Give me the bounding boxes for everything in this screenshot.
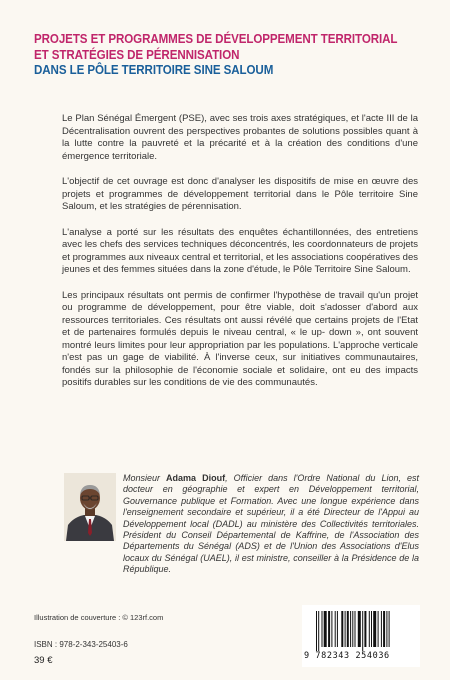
- book-title: [34, 32, 424, 79]
- barcode-bars: [316, 611, 408, 651]
- author-bio: [123, 473, 419, 576]
- isbn: ISBN : 978-2-343-25403-6: [34, 640, 128, 649]
- barcode: [302, 605, 420, 667]
- title-line-1: PROJETS ET PROGRAMMES DE DÉVELOPPEMENT TERRITORIAL: [34, 32, 398, 46]
- title-line-3: DANS LE PÔLE TERRITOIRE SINE SALOUM: [34, 63, 274, 77]
- author-name: Adama Diouf: [166, 473, 226, 483]
- cover-credit: Illustration de couverture : © 123rf.com: [34, 613, 164, 622]
- blurb-paragraph-4: Les principaux résultats ont permis de confirmer l'hypothèse de travail qu'un projet ou programme de développement, pour être viable, doit s'adosser d'abord aux ressources territoriales. Ces résultats ont aussi révélé que certains projets de l'Etat et de partenaires formulés depuis le niveau central, « le up- down », ont souvent montré leurs limites pour leur appropriation par les populations. L'approche verticale n'est pas un gage de viabilité. À l'inverse ceux, sur initiatives communautaires, fondés sur la philosophie de l'économie sociale et solidaire, ont eu des impacts positifs durables sur les conditions de vie des communautés.: [62, 289, 418, 388]
- blurb: [62, 113, 418, 403]
- price: 39 €: [34, 655, 53, 666]
- blurb-paragraph-3: L'analyse a porté sur les résultats des enquêtes échantillonnées, des entretiens avec les chefs des services techniques déconcentrés, les coordonnateurs de projets et programmes aux niveaux central et territorial, et les associations coopératives des jeunes et des femmes situées dans la zone d'étude, le Pôle Territoire Sine Saloum.: [62, 226, 418, 275]
- blurb-paragraph-2: L'objectif de cet ouvrage est donc d'analyser les dispositifs de mise en œuvre des projets et programmes de développement territorial dans le Pôle territoire Sine Saloum, et les stratégies de pérennisation.: [62, 176, 418, 212]
- author-photo: [64, 473, 116, 541]
- author-portrait-image: [64, 473, 116, 541]
- blurb-paragraph-1: Le Plan Sénégal Émergent (PSE), avec ses trois axes stratégiques, et l'acte III de la Décentralisation ouvrent des perspectives probantes de solutions possibles quant à la lutte contre la pauvreté et la précarité et à la création des conditions d'une émergence territoriale.: [62, 113, 418, 162]
- barcode-digits: 9 782343 254036: [304, 651, 390, 661]
- title-line-2: ET STRATÉGIES DE PÉRENNISATION: [34, 47, 240, 62]
- author-bio-text: , Officier dans l'Ordre National du Lion, est docteur en géographie et expert en Développement territorial, Gouvernance publique et Formation. Avec une longue expérience dans l'enseignement secondaire et supérieur, il a été Directeur de l'Appui au Développement local (DADL) au ministère des Collectivités territoriales. Président du Conseil Départemental de Kaffrine, de l'Association des Départements du Sénégal (ADS) et de l'Union des Associations d'Elus locaux du Sénégal (UAEL), il est ministre, conseiller à la Présidence de la République.: [123, 473, 419, 575]
- author-prefix: Monsieur: [123, 473, 167, 483]
